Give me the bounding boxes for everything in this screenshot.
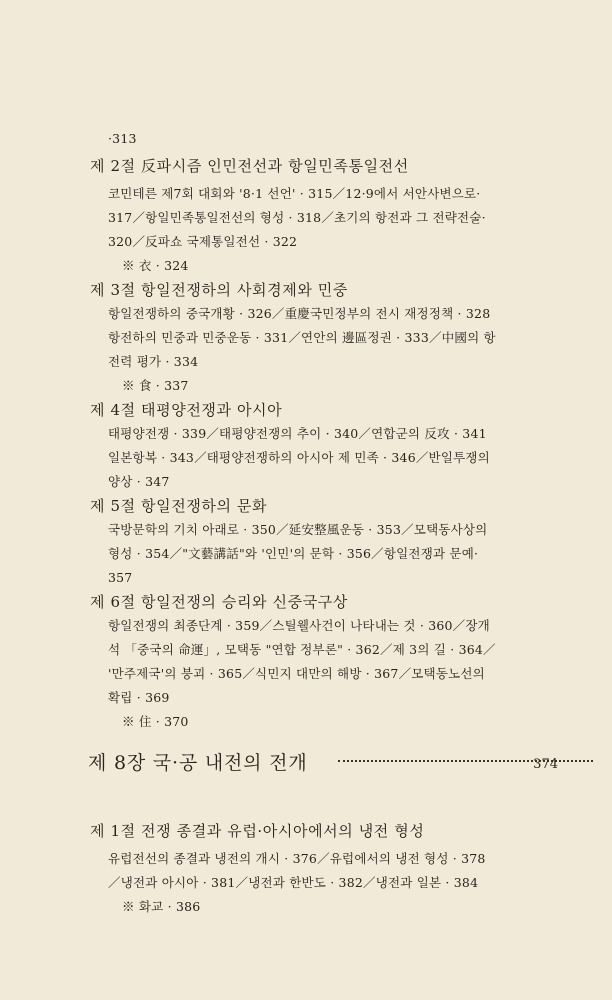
section-heading: 제 1절 전쟁 종결과 유럽·아시아에서의 냉전 형성 [90,822,425,840]
toc-line: 320／反파쇼 국제통일전선 · 322 [108,234,298,249]
toc-line: 석 「중국의 命運」, 모택동 "연합 정부론" · 362／제 3의 길 · 364／ [108,642,496,657]
toc-line: 형성 · 354／"文藝講話"와 '인민'의 문학 · 356／항일전쟁과 문예· [108,546,479,561]
toc-line: 국방문학의 기치 아래로 · 350／延安整風운동 · 353／모택동사상의 [108,522,488,537]
toc-line: 양상 · 347 [108,474,170,489]
appendix-note: ※ 住 · 370 [122,714,189,729]
section-heading: 제 6절 항일전쟁의 승리와 신중국구상 [90,593,348,611]
appendix-note: ※ 衣 · 324 [122,258,189,273]
toc-line: 전력 평가 · 334 [108,354,199,369]
section-heading: 제 5절 항일전쟁하의 문화 [90,497,268,515]
toc-line: 항전하의 민중과 민중운동 · 331／연안의 邊區정권 · 333／中國의 항 [108,330,496,345]
toc-line: '만주제국'의 붕괴 · 365／식민지 대만의 해방 · 367／모택동노선의 [108,666,485,681]
appendix-note: ※ 食 · 337 [122,378,189,393]
toc-line: 태평양전쟁 · 339／태평양전쟁의 추이 · 340／연합군의 反攻 · 341 [108,426,487,441]
toc-line: 확립 · 369 [108,690,170,705]
toc-line: 357 [108,570,133,585]
chapter-title: 제 8장 국·공 내전의 전개 [88,752,308,774]
section-heading: 제 2절 反파시즘 인민전선과 항일민족통일전선 [90,157,409,175]
appendix-note: ※ 화교 · 386 [122,899,201,914]
chapter-heading [88,748,558,778]
toc-line: 317／항일민족통일전선의 형성 · 318／초기의 항전과 그 전략전술· [108,210,486,225]
toc-line: 일본항복 · 343／태평양전쟁하의 아시아 제 민족 · 346／반일투쟁의 [108,450,490,465]
toc-line: ／냉전과 아시아 · 381／냉전과 한반도 · 382／냉전과 일본 · 384 [108,875,479,890]
toc-line: 유럽전선의 종결과 냉전의 개시 · 376／유럽에서의 냉전 형성 · 378 [108,851,486,866]
toc-line: 항일전쟁의 최종단계 · 359／스틸웰사건이 나타내는 것 · 360／장개 [108,618,490,633]
section-heading: 제 3절 항일전쟁하의 사회경제와 민중 [90,281,348,299]
chapter-page-number: 374 [533,757,558,772]
section-heading: 제 4절 태평양전쟁과 아시아 [90,401,283,419]
toc-line: 코민테른 제7회 대회와 '8·1 선언' · 315／12·9에서 서안사변으로· [108,186,481,201]
toc-line: ·313 [108,131,137,146]
toc-line: 항일전쟁하의 중국개황 · 326／重慶국민정부의 전시 재정정책 · 328 [108,306,491,321]
